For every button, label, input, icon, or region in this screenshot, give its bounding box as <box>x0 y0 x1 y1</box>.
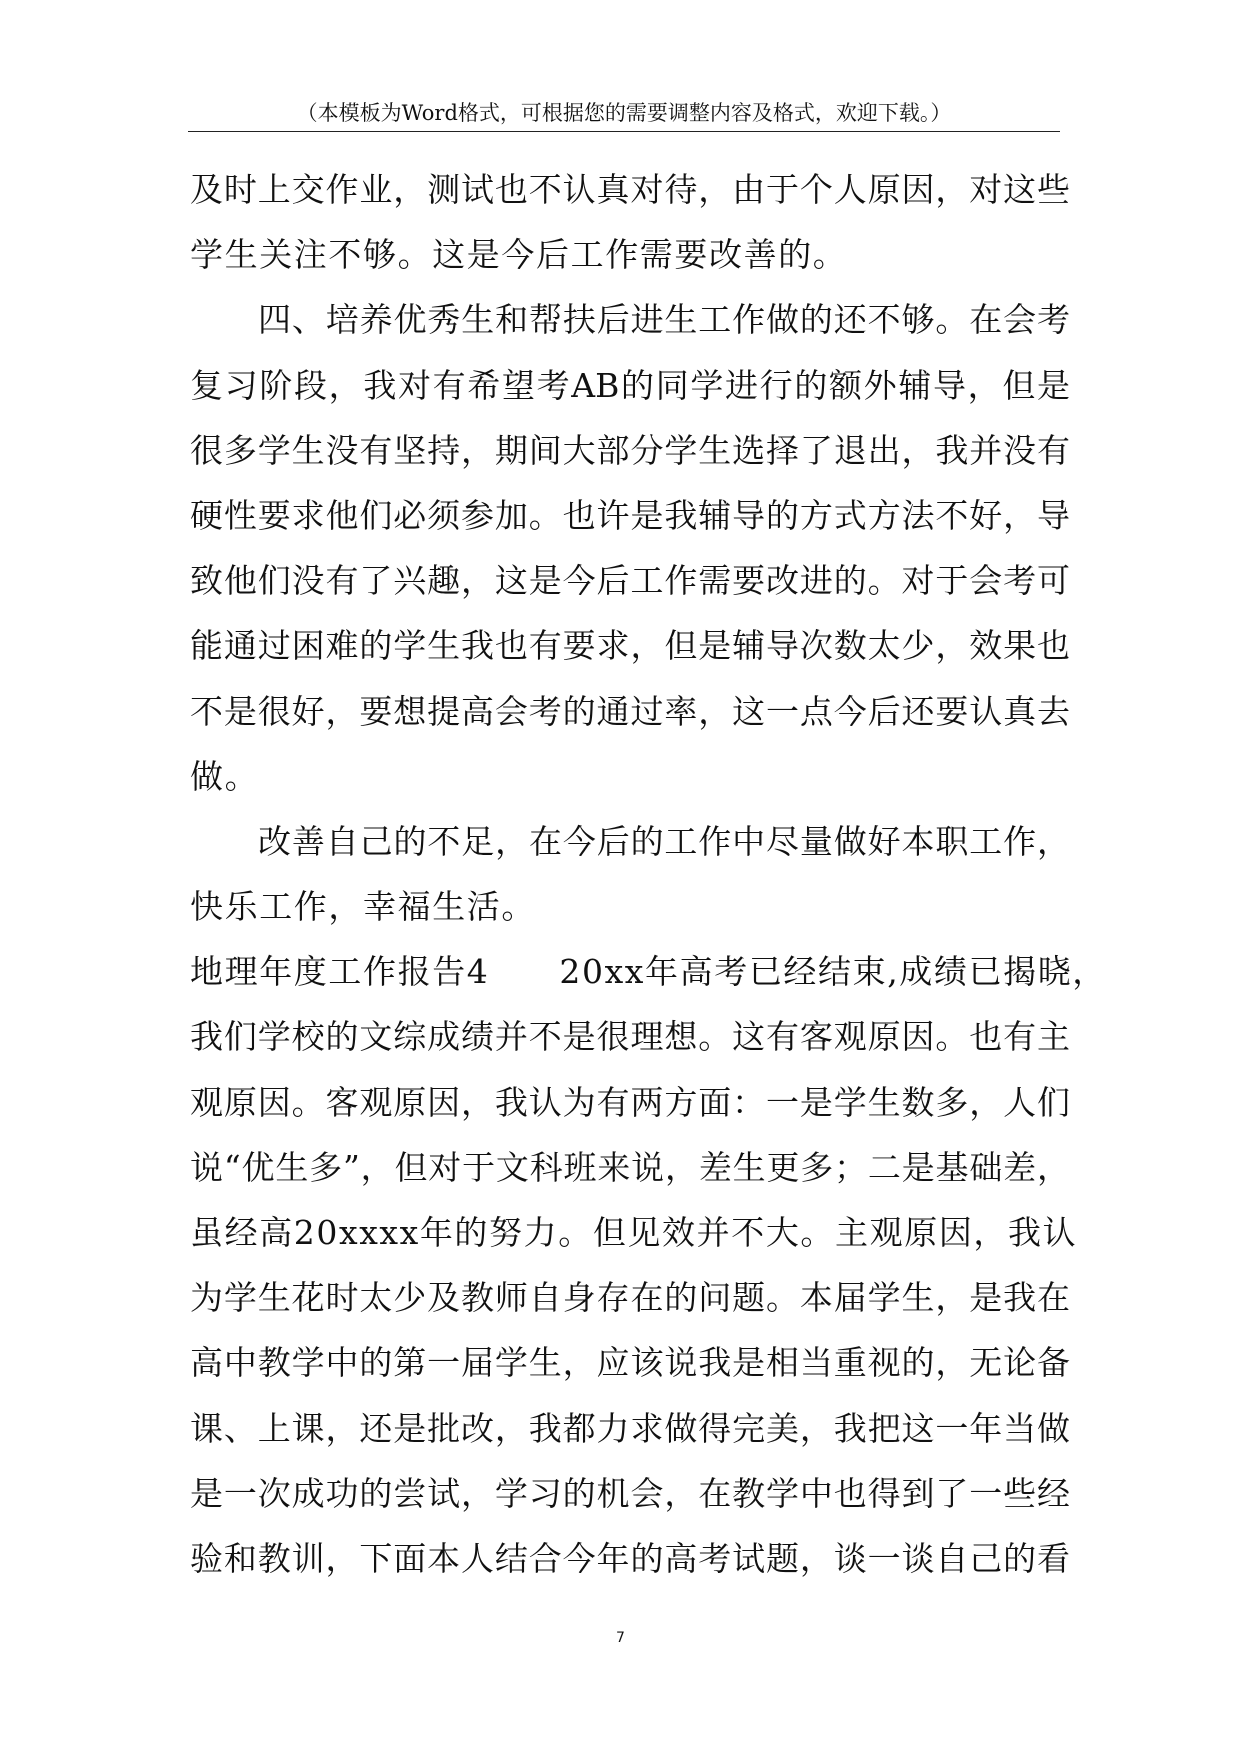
body-line: 很多学生没有坚持，期间大部分学生选择了退出，我并没有 <box>190 430 1070 470</box>
body-line: 验和教训，下面本人结合今年的高考试题，谈一谈自己的看 <box>190 1538 1070 1578</box>
body-line: 及时上交作业，测试也不认真对待，由于个人原因，对这些 <box>190 170 1070 209</box>
section-heading: 地理年度工作报告4 <box>190 952 490 992</box>
section-heading-line <box>190 939 1107 1004</box>
body-line: 我们学校的文综成绩并不是很理想。这有客观原因。也有主 <box>190 1017 1070 1057</box>
header-divider <box>188 131 1060 132</box>
body-line: 高中教学中的第一届学生，应该说我是相当重视的，无论备 <box>190 1343 1070 1383</box>
body-line: 虽经高20xxxx年的努力。但见效并不大。主观原因，我认 <box>190 1213 1078 1252</box>
template-header-note: （本模板为Word格式，可根据您的需要调整内容及格式，欢迎下载。） <box>296 101 952 125</box>
body-line: 学生关注不够。这是今后工作需要改善的。 <box>190 235 848 275</box>
page-number: 7 <box>616 1630 625 1646</box>
body-line: 致他们没有了兴趣，这是今后工作需要改进的。对于会考可 <box>190 561 1070 601</box>
body-line: 说“优生多”，但对于文科班来说，差生更多；二是基础差， <box>190 1147 1070 1187</box>
body-line: 硬性要求他们必须参加。也许是我辅导的方式方法不好，导 <box>190 495 1070 535</box>
body-line: 复习阶段，我对有希望考AB的同学进行的额外辅导，但是 <box>190 365 1070 405</box>
section-first-sentence: 20xx年高考已经结束,成绩已揭晓， <box>559 952 1107 992</box>
body-line: 能通过困难的学生我也有要求，但是辅导次数太少，效果也 <box>190 626 1070 666</box>
body-line: 不是很好，要想提高会考的通过率，这一点今后还要认真去 <box>190 691 1070 731</box>
body-line: 做。 <box>190 756 260 796</box>
paragraph-start-line: 改善自己的不足，在今后的工作中尽量做好本职工作， <box>258 821 1070 861</box>
paragraph-start-line: 四、培养优秀生和帮扶后进生工作做的还不够。在会考 <box>258 300 1070 340</box>
body-text <box>190 157 1107 1591</box>
body-line: 是一次成功的尝试，学习的机会，在教学中也得到了一些经 <box>190 1473 1070 1513</box>
body-line: 观原因。客观原因，我认为有两方面：一是学生数多，人们 <box>190 1082 1070 1122</box>
body-line: 为学生花时太少及教师自身存在的问题。本届学生，是我在 <box>190 1278 1070 1318</box>
body-line: 课、上课，还是批改，我都力求做得完美，我把这一年当做 <box>190 1408 1070 1448</box>
body-line: 快乐工作，幸福生活。 <box>190 887 536 927</box>
